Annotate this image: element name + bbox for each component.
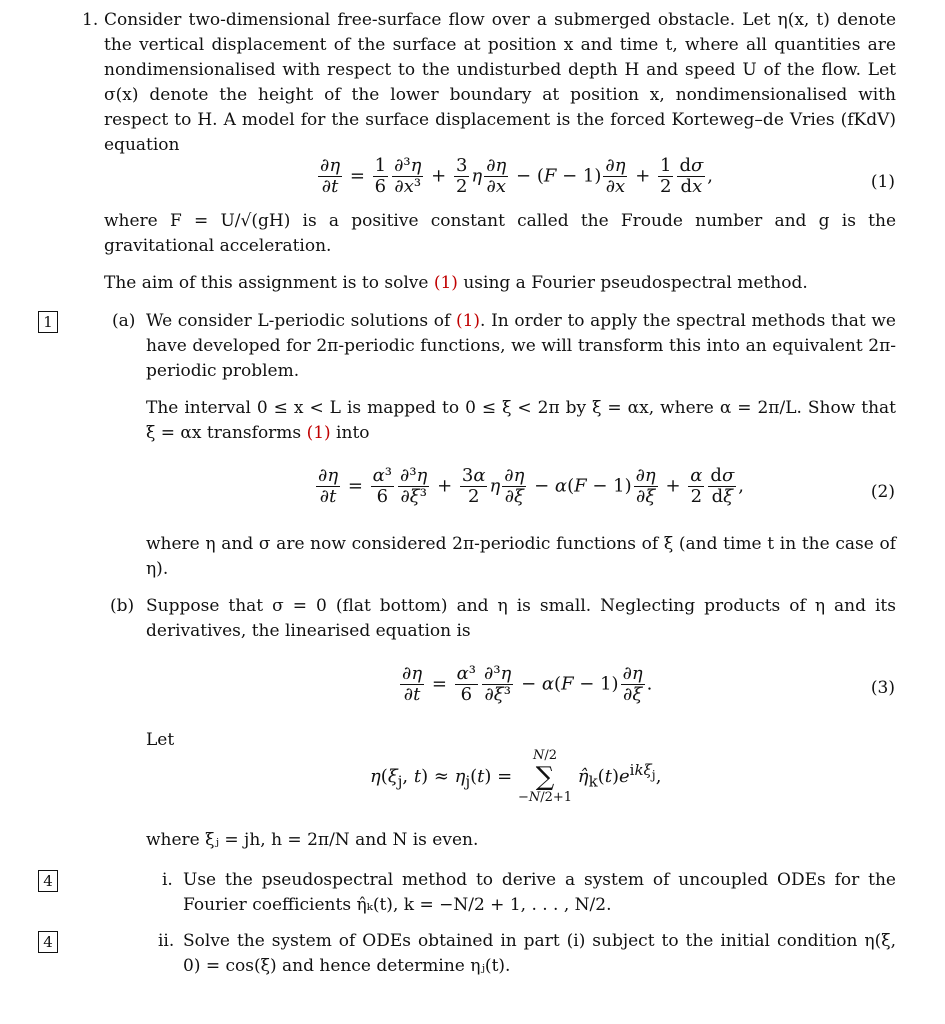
part-bii-text: Solve the system of ODEs obtained in part (i) subject to the initial condition η(ξ, 0) = cos(ξ) and hence determine ηⱼ(t). — [183, 931, 896, 976]
marks-box-bii: 4 — [38, 931, 58, 953]
equation-2: $\frac{\partial\eta}{\partial t}$ = $\frac{\text{α³}}{6}$ $\frac{\text{∂³η}}{\text{∂ξ³}}$ + $\frac{3\alpha}{2}$ η $\frac{\partial\eta}{\partial\xi}$ − α(F − 1) $\frac{\partial\eta}{\partial\xi}$ + $\frac{\alpha}{2}$ $\frac{d\sigma}{d\xi}$ , — [318, 465, 744, 507]
equation-1: $\frac{\partial\eta}{\partial t}$ = $\frac{1}{6}$ $\frac{\text{∂³η}}{\text{∂x³}}$ + $\frac{3}{2}$ η $\frac{\partial\eta}{\partial x}$ − (F − 1) $\frac{\partial\eta}{\partial x}$ + $\frac{1}{2}$ $\frac{d\sigma}{dx}$ , — [320, 155, 714, 197]
froude-definition: where F = U/√(gH) is a positive constant called the Froude number and g is the gravitational acceleration. — [104, 211, 896, 256]
part-b-label: (b) — [110, 596, 135, 616]
equation-3: $\frac{\partial\eta}{\partial t}$ = $\frac{\text{α³}}{6}$ $\frac{\text{∂³η}}{\text{∂ξ³}}$ − α(F − 1) $\frac{\partial\eta}{\partial\xi}$ . — [402, 663, 653, 705]
part-a-text: We consider L-periodic solutions of (1). In order to apply the spectral methods that we have developed for 2π-periodic functions, we will transform this into an equivalent 2π-periodic problem. — [146, 311, 896, 381]
part-a-label: (a) — [112, 311, 136, 331]
equation-2-label: (2) — [870, 482, 895, 502]
part-bi-label: i. — [162, 870, 173, 890]
intro-paragraph: Consider two-dimensional free-surface flow over a submerged obstacle. Let η(x, t) denote the vertical displacement of the surface at position x and time t, where all quantities are nondimensionalised with respect to the undisturbed depth H and speed U of the flow. Let σ(x) denote the height of the lower boundary at position x, nondimensionalised with respect to H. A model for the surface displacement is the forced Korteweg–de Vries (fKdV) equation — [104, 10, 896, 155]
marks-box-bi: 4 — [38, 870, 58, 892]
question-1-number: 1. — [82, 10, 99, 30]
equation-3-label: (3) — [870, 678, 895, 698]
part-bii-label: ii. — [158, 931, 175, 951]
part-a-transform: The interval 0 ≤ x < L is mapped to 0 ≤ ξ < 2π by ξ = αx, where α = 2π/L. Show that ξ = αx transforms (1) into — [146, 398, 896, 443]
ref-eq-1-b[interactable]: (1) — [306, 423, 331, 443]
part-bi-text: Use the pseudospectral method to derive a system of uncoupled ODEs for the Fourier coefficients η̂ₖ(t), k = −N/2 + 1, . . . , N/2. — [183, 870, 896, 915]
grid-definition: where ξⱼ = jh, h = 2π/N and N is even. — [146, 830, 479, 850]
fourier-sum: $\eta(\xi_j$, $t) \approx \eta_j(t)$ = N/2 ∑ −N/2+1 $\etâ_k(t)e^{ik\xi_j}$, — [370, 748, 662, 805]
part-b-text: Suppose that σ = 0 (flat bottom) and η is small. Neglecting products of η and its derivatives, the linearised equation is — [146, 596, 896, 641]
question-1-intro — [104, 8, 896, 158]
equation-1-label: (1) — [870, 172, 895, 192]
let-label: Let — [146, 730, 175, 750]
aim-statement: The aim of this assignment is to solve (1) using a Fourier pseudospectral method. — [104, 273, 808, 293]
part-a-periodic-note: where η and σ are now considered 2π-periodic functions of ξ (and time t in the case of η). — [146, 534, 896, 579]
marks-box-a: 1 — [38, 311, 58, 333]
ref-eq-1[interactable]: (1) — [433, 273, 458, 293]
ref-eq-1-a[interactable]: (1) — [455, 311, 481, 331]
